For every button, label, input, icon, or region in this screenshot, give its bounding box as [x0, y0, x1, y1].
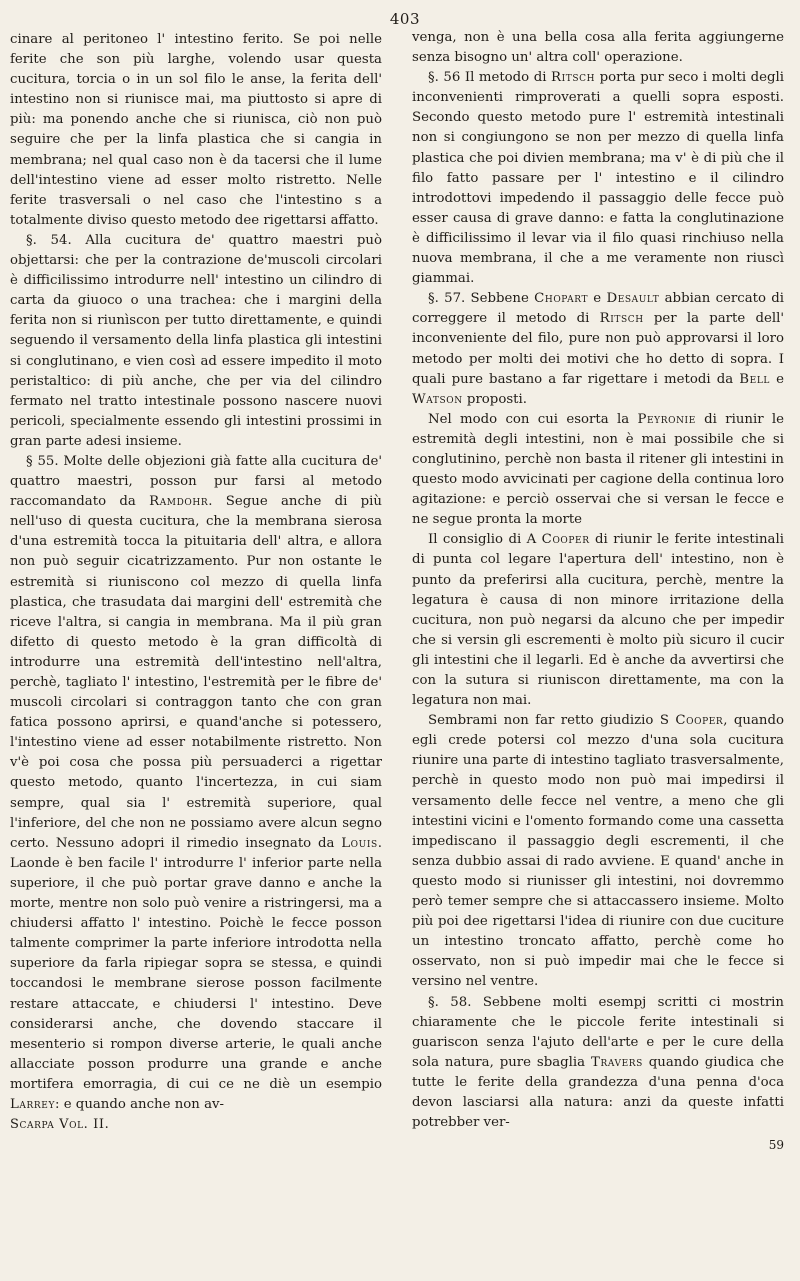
signature-mark: Scarpa Vol. II. [10, 1117, 110, 1133]
paragraph: §. 58. Sebbene molti esempj scritti ci mostrin chiaramente che le piccole ferite intestinali si guariscon senza l'ajuto dell'arte e per le cure della sola natura, pure sbaglia Travers quando giudica che tutte le ferite della grandezza d'una penna d'oca devon lasciarsi alla natura: anzi da queste infatti potrebber ver- [412, 994, 784, 1131]
author-name: Louis [341, 835, 378, 851]
author-name: Ritsch [550, 70, 596, 86]
author-name: Cooper [675, 713, 724, 729]
author-name: Ritsch [599, 311, 644, 327]
author-name: Ramdohr [149, 494, 209, 510]
paragraph: Nel modo con cui esorta la Peyronie di riunir le estremità degli intestini, non è mai possibile che si conglutinino, perchè non basta il ritener gli intestini in questo modo avvicinati per cagione della continua loro agitazione: e perciò osservai che si versan le fecce e ne segue pronta la morte [412, 411, 784, 528]
author-name: Watson [412, 391, 463, 407]
signature-number: 59 [768, 1138, 784, 1153]
author-name: Chopart [534, 291, 589, 307]
paragraph: §. 56 Il metodo di Ritsch porta pur seco i molti degli inconvenienti rimproverati a quelli sopra esposti. Secondo questo metodo pure l' estremità intestinali non si congiungono se non per mezzo di quella linfa plastica che poi divien membrana; ma v' è di più che il filo fatto passare per l' intestino e il cilindro introdottovi impedendo il passaggio delle fecce può esser causa di grave danno: e fatta la conglutinazione è difficilissimo il levar via il filo quasi rinchiuso nella nuova membrana, il che a me veramente non riuscì giammai. [412, 70, 784, 287]
author-name: Desault [606, 291, 660, 307]
paragraph: § 55. Molte delle objezioni già fatte alla cucitura de' quattro maestri, posson pur farsi al metodo raccomandato da Ramdohr. Segue anche di più nell'uso di questa cucitura, che la membrana sierosa d'una estremità tocca la pituitaria dell' altra, e allora non può seguir cicatrizzamento. Pur non ostante le estremità si riuniscono col mezzo di quella linfa plastica, che trasudata dai margini dell' estremità che riceve l'altra, si cangia in membrana. Ma il più gran difetto di questo metodo è la gran difficoltà di introdurre una estremità dell'intestino nell'altra, perchè, tagliato l' intestino, l'estremità per le fibre de' muscoli circolari si contraggon tanto che con gran fatica possono aprirsi, e quand'anche si potessero, l'intestino viene ad esser notabilmente ristretto. Non v'è poi cosa che possa più persuaderci a rigettar questo metodo, quanto l'incertezza, in cui siam sempre, qual sia l' estremità superiore, qual l'inferiore, del che non ne possiamo avere alcun segno certo. Nessuno adopri il rimedio insegnato da Louis. Laonde è ben facile l' introdurre l' inferior parte nella superiore, il che può portar grave danno e anche la morte, mentre non solo può venire a ristringersi, ma a chiudersi affatto l' intestino. Poichè le fecce posson talmente comprimer la parte inferiore introdotta nella superiore da farla ripiegar sopra se stessa, e quindi toccandosi le membrane sierose posson facilmente restare attaccate, e chiudersi l' intestino. Deve considerarsi anche, che dovendo staccare il mesenterio si rompon diverse arterie, le quali anche allacciate posson produrre una grande e anche mortifera emorragia, di cui ce ne diè un esempio Larrey: e quando anche non av- [10, 453, 382, 1112]
paragraph: Il consiglio di A Cooper di riunir le ferite intestinali di punta col legare l'apertura dell' intestino, non è punto da preferirsi alla cucitura, perchè, mentre la legatura è causa di non minore irritazione della cucitura, non può negarsi da alcuno che per impedir che si versin gli escrementi è molto più sicuro il cucir gli intestini che il legarli. Ed è anche da avvertirsi che con la sutura si riuniscon direttamente, ma con la legatura non mai. [412, 532, 784, 709]
author-name: Bell [739, 371, 770, 387]
author-name: Travers [590, 1054, 643, 1070]
author-name: Peyronie [637, 411, 696, 427]
author-name: Cooper [541, 532, 590, 548]
author-name: Larrey [10, 1096, 55, 1112]
left-column [10, 30, 382, 1135]
paragraph: §. 57. Sebbene Chopart e Desault abbian cercato di correggere il metodo di Ritsch per la parte dell' inconveniente del filo, pure non può approvarsi il loro metodo per molti dei motivi che ho detto di sopra. I quali pure bastano a far rigettare i metodi da Bell e Watson proposti. [412, 291, 784, 407]
paragraph: §. 54. Alla cucitura de' quattro maestri può objettarsi: che per la contrazione de'muscoli circolari è difficilissimo introdurre nell' intestino un cilindro di carta da giuoco o una trachea: che i margini della ferita non si riunìscon per tutto direttamente, e quindi seguendo il versamento della linfa plastica gli intestini si conglutinano, e vien così ad essere impedito il moto peristaltico: di più anche, che per via del cilindro fermato nel tratto intestinale possono nascere nuovi pericoli, specialmente essendo gli intestini prossimi in gran parte adesi insieme. [10, 232, 382, 449]
paragraph: venga, non è una bella cosa alla ferita aggiungerne senza bisogno un' altra coll' operazione. [412, 30, 784, 66]
right-column [412, 28, 784, 1155]
signature-line [10, 1115, 382, 1135]
paragraph: cinare al peritoneo l' intestino ferito. Se poi nelle ferite che son più larghe, volendo usar questa cucitura, torcia o in un sol filo le anse, la ferita dell' intestino non si riunisce mai, ma piuttosto si apre di più: ma ponendo anche che si riunisca, ciò non può seguire che per la linfa plastica che si cangia in membrana; nel qual caso non è da tacersi che il lume dell'intestino viene ad esser molto ristretto. Nelle ferite trasversali o nel caso che l'intestino s a totalmente diviso questo metodo dee rigettarsi affatto. [10, 32, 382, 228]
paragraph: Sembrami non far retto giudizio S Cooper, quando egli crede potersi col mezzo d'una sola cucitura riunire una parte di intestino tagliato trasversalmente, perchè in questo modo non può mai impedirsi il versamento delle fecce nel ventre, a meno che gli intestini vicini e l'omento formando come una cassetta impediscano il passaggio degli escrementi, il che senza dubbio assai di rado avviene. E quand' anche in questo modo si riunisser gli intestini, noi dovremmo però temer sempre che si attaccassero insieme. Molto più poi dee rigettarsi l'idea di riunire con due cuciture un intestino troncato affatto, perchè come ho osservato, non si può impedir mai che le fecce si versino nel ventre. [412, 713, 784, 990]
page-number: 403 [389, 10, 420, 28]
